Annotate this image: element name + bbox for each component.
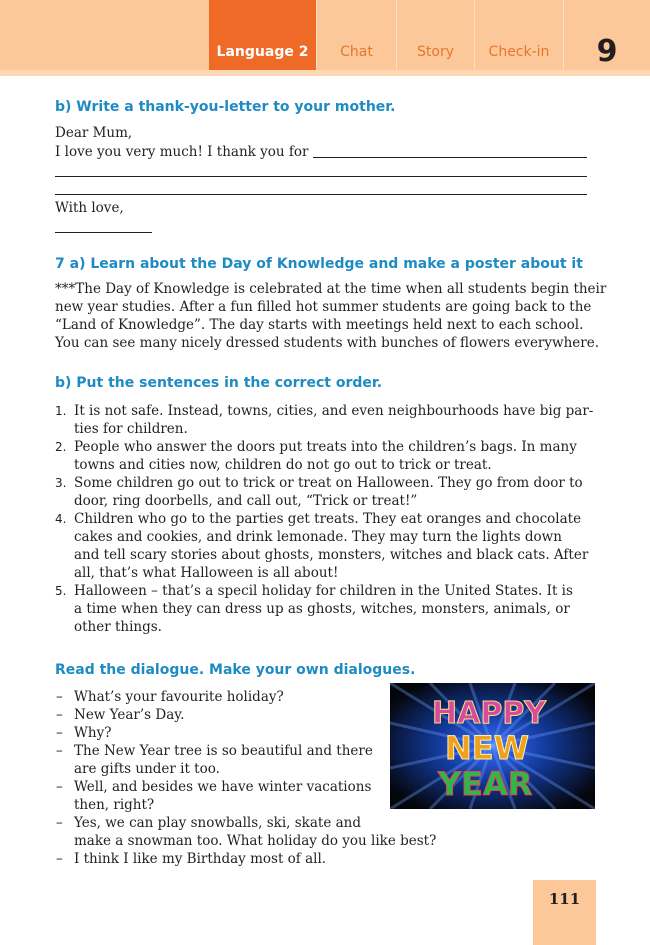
tab-story[interactable]: Story bbox=[396, 0, 474, 70]
sentence-line: It is not safe. Instead, towns, cities, and even neighbourhoods have big par- bbox=[74, 403, 594, 419]
dash-marker: – bbox=[56, 779, 63, 795]
sentence-item bbox=[55, 438, 595, 474]
sentence-line: Children who go to the parties get treats. They eat oranges and chocolate bbox=[74, 511, 582, 527]
dash-marker: – bbox=[56, 707, 63, 723]
word-happy: HAPPY bbox=[432, 696, 547, 731]
dialogue-text: What’s your favourite holiday? bbox=[74, 689, 284, 705]
item-number: 1. bbox=[55, 404, 67, 418]
unit-number: 9 bbox=[563, 0, 650, 70]
sentence-line: towns and cities now, children do not go out to trick or treat. bbox=[74, 457, 492, 473]
sentence-line: cakes and cookies, and drink lemonade. They may turn the lights down bbox=[74, 529, 562, 545]
write-line[interactable] bbox=[55, 194, 587, 195]
dash-marker: – bbox=[56, 689, 63, 705]
paragraph-line: You can see many nicely dressed students with bunches of flowers everywhere. bbox=[55, 335, 599, 351]
sentence-item bbox=[55, 474, 595, 510]
sentence-line: ties for children. bbox=[74, 421, 188, 437]
signature-line[interactable] bbox=[55, 232, 152, 233]
paragraph-line: ***The Day of Knowledge is celebrated at the time when all students begin their bbox=[55, 281, 607, 297]
dialogue-text: are gifts under it too. bbox=[74, 761, 220, 777]
write-line[interactable] bbox=[55, 176, 587, 177]
paragraph-line: new year studies. After a fun filled hot summer students are going back to the bbox=[55, 299, 592, 315]
dialogue-text: New Year’s Day. bbox=[74, 707, 185, 723]
sentence-item bbox=[55, 402, 595, 438]
sentence-item bbox=[55, 510, 595, 582]
burst-background bbox=[390, 683, 595, 809]
sentence-line: all, that’s what Halloween is all about! bbox=[74, 565, 339, 581]
sentence-item bbox=[55, 582, 595, 636]
sentence-line: a time when they can dress up as ghosts, witches, monsters, animals, or bbox=[74, 601, 570, 617]
dash-marker: – bbox=[56, 815, 63, 831]
sentences-heading: b) Put the sentences in the correct order. bbox=[55, 375, 383, 391]
happy-new-year-image bbox=[390, 683, 595, 809]
dialogue-text: Yes, we can play snowballs, ski, skate and bbox=[74, 815, 361, 831]
day-of-knowledge-heading: 7 a) Learn about the Day of Knowledge and make a poster about it bbox=[55, 256, 583, 272]
sentence-line: and tell scary stories about ghosts, monsters, witches and black cats. After bbox=[74, 547, 589, 563]
word-new: NEW bbox=[445, 729, 529, 767]
item-number: 2. bbox=[55, 440, 67, 454]
item-number: 5. bbox=[55, 584, 67, 598]
dialogue-line bbox=[55, 814, 455, 850]
dash-marker: – bbox=[56, 743, 63, 759]
sentences-list bbox=[55, 402, 595, 636]
sentence-line: Halloween – that’s a specil holiday for children in the United States. It is bbox=[74, 583, 573, 599]
dialogue-line bbox=[55, 850, 455, 868]
header-stripe bbox=[0, 70, 650, 76]
item-number: 4. bbox=[55, 512, 67, 526]
dialogue-text: The New Year tree is so beautiful and there bbox=[74, 743, 373, 759]
sentence-line: Some children go out to trick or treat on Halloween. They go from door to bbox=[74, 475, 583, 491]
day-of-knowledge-paragraph bbox=[55, 280, 607, 352]
word-year: YEAR bbox=[438, 765, 533, 803]
sentence-line: door, ring doorbells, and call out, “Trick or treat!” bbox=[74, 493, 418, 509]
page-number: 111 bbox=[548, 890, 581, 908]
dialogue-text: then, right? bbox=[74, 797, 155, 813]
tab-check-in[interactable]: Check-in bbox=[474, 0, 563, 70]
letter-heading: b) Write a thank-you-letter to your mother. bbox=[55, 99, 396, 115]
sentence-line: other things. bbox=[74, 619, 162, 635]
dialogue-text: make a snowman too. What holiday do you like best? bbox=[74, 833, 437, 849]
write-line[interactable] bbox=[313, 157, 587, 158]
dialogue-text: Well, and besides we have winter vacations bbox=[74, 779, 372, 795]
dialogue-text: I think I like my Birthday most of all. bbox=[74, 851, 327, 867]
letter-line-1: I love you very much! I thank you for bbox=[55, 144, 309, 160]
sentence-line: People who answer the doors put treats into the children’s bags. In many bbox=[74, 439, 577, 455]
dash-marker: – bbox=[56, 851, 63, 867]
dialogue-heading: Read the dialogue. Make your own dialogues. bbox=[55, 662, 416, 678]
tab-language-2[interactable]: Language 2 bbox=[209, 0, 316, 70]
letter-closing: With love, bbox=[55, 200, 124, 216]
tab-chat[interactable]: Chat bbox=[316, 0, 396, 70]
item-number: 3. bbox=[55, 476, 67, 490]
paragraph-line: “Land of Knowledge”. The day starts with meetings held next to each school. bbox=[55, 317, 584, 333]
letter-greeting: Dear Mum, bbox=[55, 125, 133, 141]
dialogue-text: Why? bbox=[74, 725, 112, 741]
dash-marker: – bbox=[56, 725, 63, 741]
